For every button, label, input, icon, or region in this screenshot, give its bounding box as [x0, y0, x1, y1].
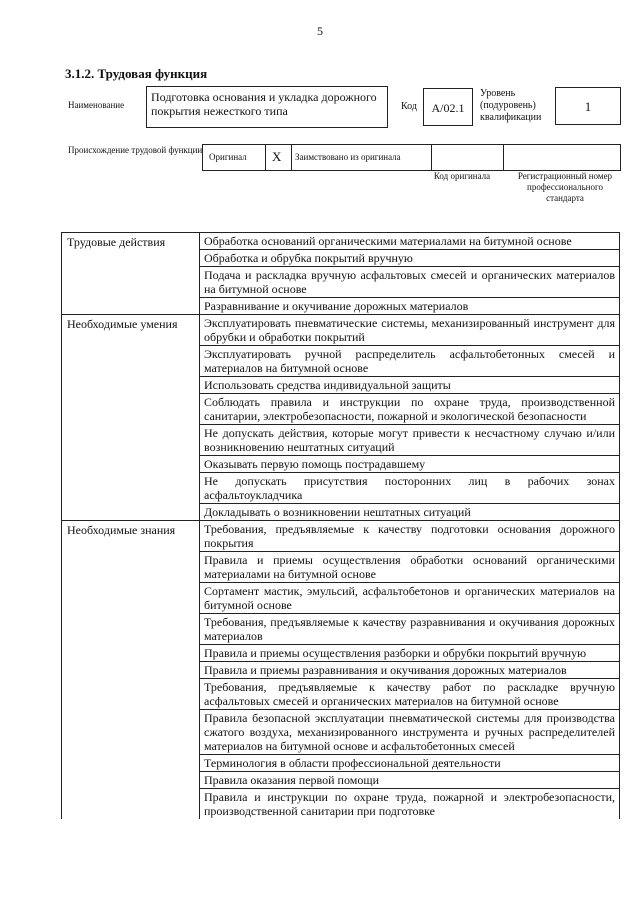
row-text: Правила безопасной эксплуатации пневматической системы для производства сжатого воздуха, механизированного инструмента и ручных распределителей материалов на битумной основе и асфальтобетонных смесей — [200, 710, 620, 755]
code-label: Код — [401, 101, 417, 112]
function-code: А/02.1 — [423, 88, 473, 126]
row-text: Сортамент мастик, эмульсий, асфальтобетонов и органических материалов на битумной основе — [200, 583, 620, 614]
category-label: Необходимые умения — [62, 315, 200, 521]
origin-table — [202, 144, 621, 171]
level-value: 1 — [555, 87, 621, 125]
function-table — [61, 232, 620, 819]
row-text: Эксплуатировать ручной распределитель асфальтобетонных смесей и материалов на битумной основе — [200, 346, 620, 377]
row-text: Терминология в области профессиональной деятельности — [200, 755, 620, 772]
row-text: Эксплуатировать пневматические системы, механизированный инструмент для обрубки и обработки покрытий — [200, 315, 620, 346]
level-label: Уровень (подуровень) квалификации — [480, 88, 542, 123]
row-text: Правила и приемы осуществления разборки и обрубки покрытий вручную — [200, 645, 620, 662]
row-text: Правила оказания первой помощи — [200, 772, 620, 789]
origin-label: Происхождение трудовой функции — [68, 145, 203, 155]
category-label: Трудовые действия — [62, 233, 200, 315]
row-text: Докладывать о возникновении нештатных ситуаций — [200, 504, 620, 521]
page-number: 5 — [317, 24, 323, 38]
row-text: Использовать средства индивидуальной защиты — [200, 377, 620, 394]
table-row — [62, 521, 620, 552]
original-code-caption: Код оригинала — [433, 171, 491, 181]
row-text: Разравнивание и окучивание дорожных материалов — [200, 298, 620, 315]
name-label: Наименование — [68, 100, 125, 110]
row-text: Не допускать присутствия посторонних лиц в рабочих зонах асфальтоукладчика — [200, 473, 620, 504]
section-title: 3.1.2. Трудовая функция — [65, 66, 208, 81]
row-text: Не допускать действия, которые могут привести к несчастному случаю и/или возникновению нештатных ситуаций — [200, 425, 620, 456]
row-text: Обработка и обрубка покрытий вручную — [200, 250, 620, 267]
row-text: Правила и приемы разравнивания и окучивания дорожных материалов — [200, 662, 620, 679]
row-text: Подача и раскладка вручную асфальтовых смесей и органических материалов на битумной основе — [200, 267, 620, 298]
table-row — [62, 315, 620, 346]
table-row — [62, 233, 620, 250]
original-label: Оригинал — [209, 152, 247, 162]
row-text: Обработка оснований органическими материалами на битумной основе — [200, 233, 620, 250]
row-text: Требования, предъявляемые к качеству разравнивания и окучивания дорожных материалов — [200, 614, 620, 645]
row-text: Соблюдать правила и инструкции по охране труда, производственной санитарии, электробезопасности, пожарной и экологической безопасности — [200, 394, 620, 425]
row-text: Требования, предъявляемые к качеству работ по раскладке вручную асфальтовых смесей и органических материалов на битумной основе — [200, 679, 620, 710]
registration-caption: Регистрационный номер профессионального стандарта — [517, 171, 613, 203]
category-label: Необходимые знания — [62, 521, 200, 820]
row-text: Правила и инструкции по охране труда, пожарной и электробезопасности, производственной санитарии при подготовке — [200, 789, 620, 820]
borrowed-label: Заимствовано из оригинала — [295, 152, 401, 162]
original-mark: X — [272, 149, 282, 164]
row-text: Правила и приемы осуществления обработки оснований органическими материалами на битумной основе — [200, 552, 620, 583]
row-text: Оказывать первую помощь пострадавшему — [200, 456, 620, 473]
row-text: Требования, предъявляемые к качеству подготовки основания дорожного покрытия — [200, 521, 620, 552]
function-name: Подготовка основания и укладка дорожного покрытия нежесткого типа — [146, 86, 388, 128]
